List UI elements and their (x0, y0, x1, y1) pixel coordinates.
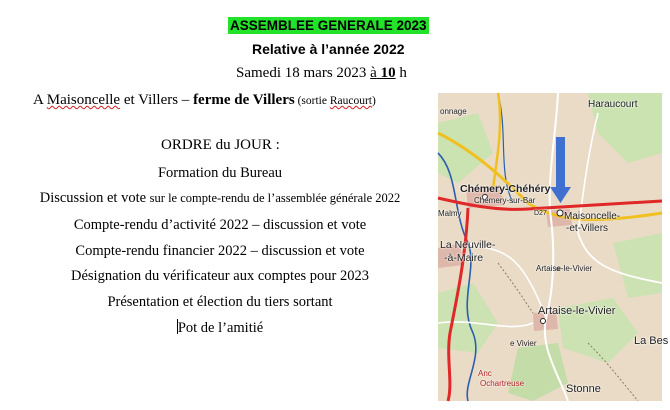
agenda-item (0, 319, 440, 337)
agenda-item: Compte-rendu financier 2022 – discussion et vote (75, 243, 365, 259)
agenda-item-detail: sur le compte-rendu de l’assemblée générale 2022 (149, 191, 401, 205)
agenda-item-main: Discussion et vote (39, 190, 150, 206)
agenda-item: Présentation et élection du tiers sortant (107, 294, 333, 310)
map-label: Malmy (438, 209, 462, 218)
location-farm: ferme de Villers (193, 92, 295, 108)
map-label: Maisoncelle- (564, 211, 621, 222)
location-exit-close: ) (371, 95, 376, 107)
location-prefix: A (33, 92, 47, 108)
meeting-location (33, 92, 376, 109)
map-label: e Vivier (510, 339, 537, 348)
agenda-item: Compte-rendu d’activité 2022 – discussion et vote (73, 217, 367, 233)
location-town: Maisoncelle (46, 92, 121, 108)
map-label: D27 (534, 210, 547, 217)
meeting-date (236, 65, 407, 82)
map-label: La Neuville- (440, 239, 496, 251)
location-exit-open: (sortie (294, 95, 330, 107)
map-label: onnage (440, 107, 467, 116)
agenda-item-text: Pot de l’amitié (177, 320, 264, 336)
map-label: Ochartreuse (480, 379, 525, 388)
document-subtitle: Relative à l’année 2022 (252, 41, 405, 57)
map-label: -et-Villers (566, 223, 609, 234)
agenda-item: Formation du Bureau (157, 165, 283, 181)
arrow-shaft (556, 137, 565, 189)
map-label: Artaise-le-Vivier (538, 305, 616, 317)
date-at: à (370, 65, 377, 81)
date-suffix: h (395, 65, 407, 81)
map-label: Chémery-Chéhéry (460, 183, 551, 195)
map-label: Chémery-sur-Bar (474, 196, 536, 205)
location-map (438, 93, 669, 401)
map-label: -à-Maire (444, 252, 484, 264)
date-prefix: Samedi 18 mars 2023 (236, 65, 371, 81)
location-exit-name: Raucourt (329, 95, 372, 107)
date-hour (377, 65, 396, 81)
date-hour-value: 10 (380, 65, 396, 81)
agenda-item: Désignation du vérificateur aux comptes pour 2023 (71, 268, 369, 284)
agenda-item (0, 190, 440, 207)
location-town-rest: et Villers – (120, 92, 194, 108)
map-label: Haraucourt (588, 99, 638, 110)
map-label: Anc (478, 369, 492, 378)
agenda-title: ORDRE du JOUR : (161, 137, 280, 153)
map-label: La Bes (634, 335, 669, 347)
document-title: ASSEMBLEE GENERALE 2023 (230, 18, 427, 33)
map-label: Artaise-le-Vivier (536, 264, 593, 273)
map-label: Stonne (566, 383, 601, 395)
